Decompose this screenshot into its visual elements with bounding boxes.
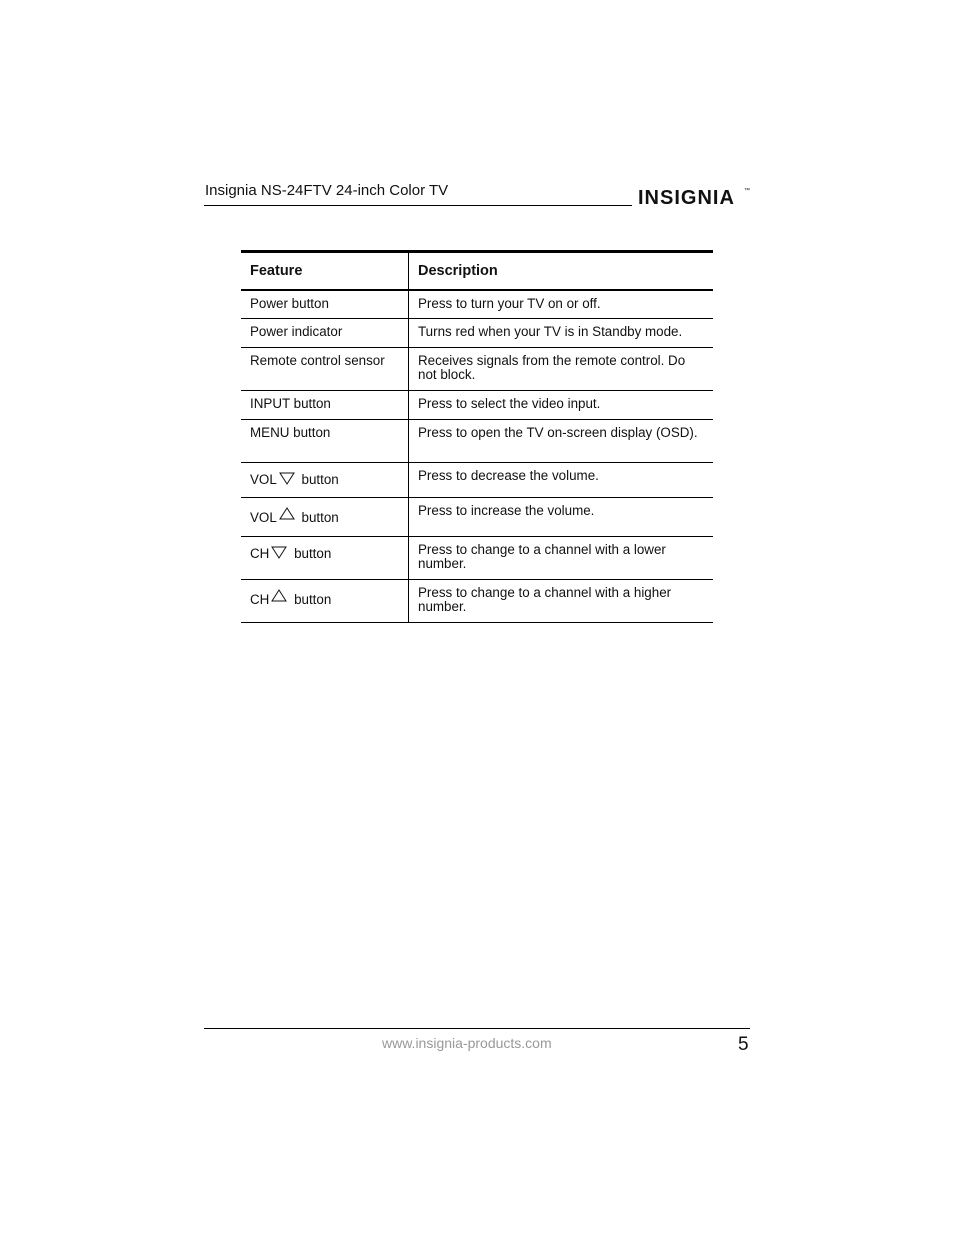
- feature-suffix: button: [290, 592, 332, 607]
- description-cell: Press to change to a channel with a higher number.: [409, 580, 714, 623]
- feature-cell: Remote control sensor: [241, 348, 409, 391]
- feature-suffix: button: [297, 472, 339, 487]
- page-number: 5: [738, 1034, 749, 1055]
- logo-text: INSIGNIA: [638, 187, 735, 209]
- table-row: [241, 498, 713, 537]
- column-header-feature: Feature: [241, 252, 409, 290]
- logo-trademark: ™: [744, 188, 750, 194]
- triangle-down-icon: [271, 546, 287, 559]
- table-row: [241, 348, 713, 391]
- feature-prefix: CH: [250, 592, 270, 607]
- description-cell: Press to decrease the volume.: [409, 463, 714, 498]
- feature-cell: MENU button: [241, 420, 409, 463]
- table-row: [241, 319, 713, 348]
- feature-table: [241, 250, 713, 623]
- feature-cell: Power button: [241, 290, 409, 319]
- table-row: [241, 290, 713, 319]
- header-rule: [204, 205, 632, 206]
- insignia-logo: [638, 180, 750, 212]
- description-cell: Press to select the video input.: [409, 391, 714, 420]
- feature-cell: [241, 498, 409, 537]
- description-cell: Receives signals from the remote control. Do not block.: [409, 348, 714, 391]
- feature-cell: INPUT button: [241, 391, 409, 420]
- description-cell: Press to increase the volume.: [409, 498, 714, 537]
- triangle-down-icon: [279, 472, 295, 485]
- feature-prefix: VOL: [250, 510, 277, 525]
- column-header-description: Description: [409, 252, 714, 290]
- table-row: [241, 420, 713, 463]
- feature-prefix: VOL: [250, 472, 277, 487]
- table-row: [241, 391, 713, 420]
- table-header-row: [241, 252, 713, 290]
- description-cell: Turns red when your TV is in Standby mode.: [409, 319, 714, 348]
- table-row: [241, 580, 713, 623]
- footer-rule: [204, 1028, 750, 1029]
- description-cell: Press to change to a channel with a lower number.: [409, 537, 714, 580]
- feature-cell: [241, 463, 409, 498]
- header-title: Insignia NS-24FTV 24-inch Color TV: [205, 182, 449, 199]
- footer-url[interactable]: www.insignia-products.com: [382, 1035, 552, 1051]
- table-row: [241, 537, 713, 580]
- feature-cell: [241, 537, 409, 580]
- triangle-up-icon: [279, 507, 295, 520]
- feature-cell: [241, 580, 409, 623]
- feature-prefix: CH: [250, 546, 270, 561]
- description-cell: Press to open the TV on-screen display (OSD).: [409, 420, 714, 463]
- table-row: [241, 463, 713, 498]
- feature-cell: Power indicator: [241, 319, 409, 348]
- triangle-up-icon: [271, 589, 287, 602]
- feature-suffix: button: [290, 546, 332, 561]
- feature-suffix: button: [297, 510, 339, 525]
- description-cell: Press to turn your TV on or off.: [409, 290, 714, 319]
